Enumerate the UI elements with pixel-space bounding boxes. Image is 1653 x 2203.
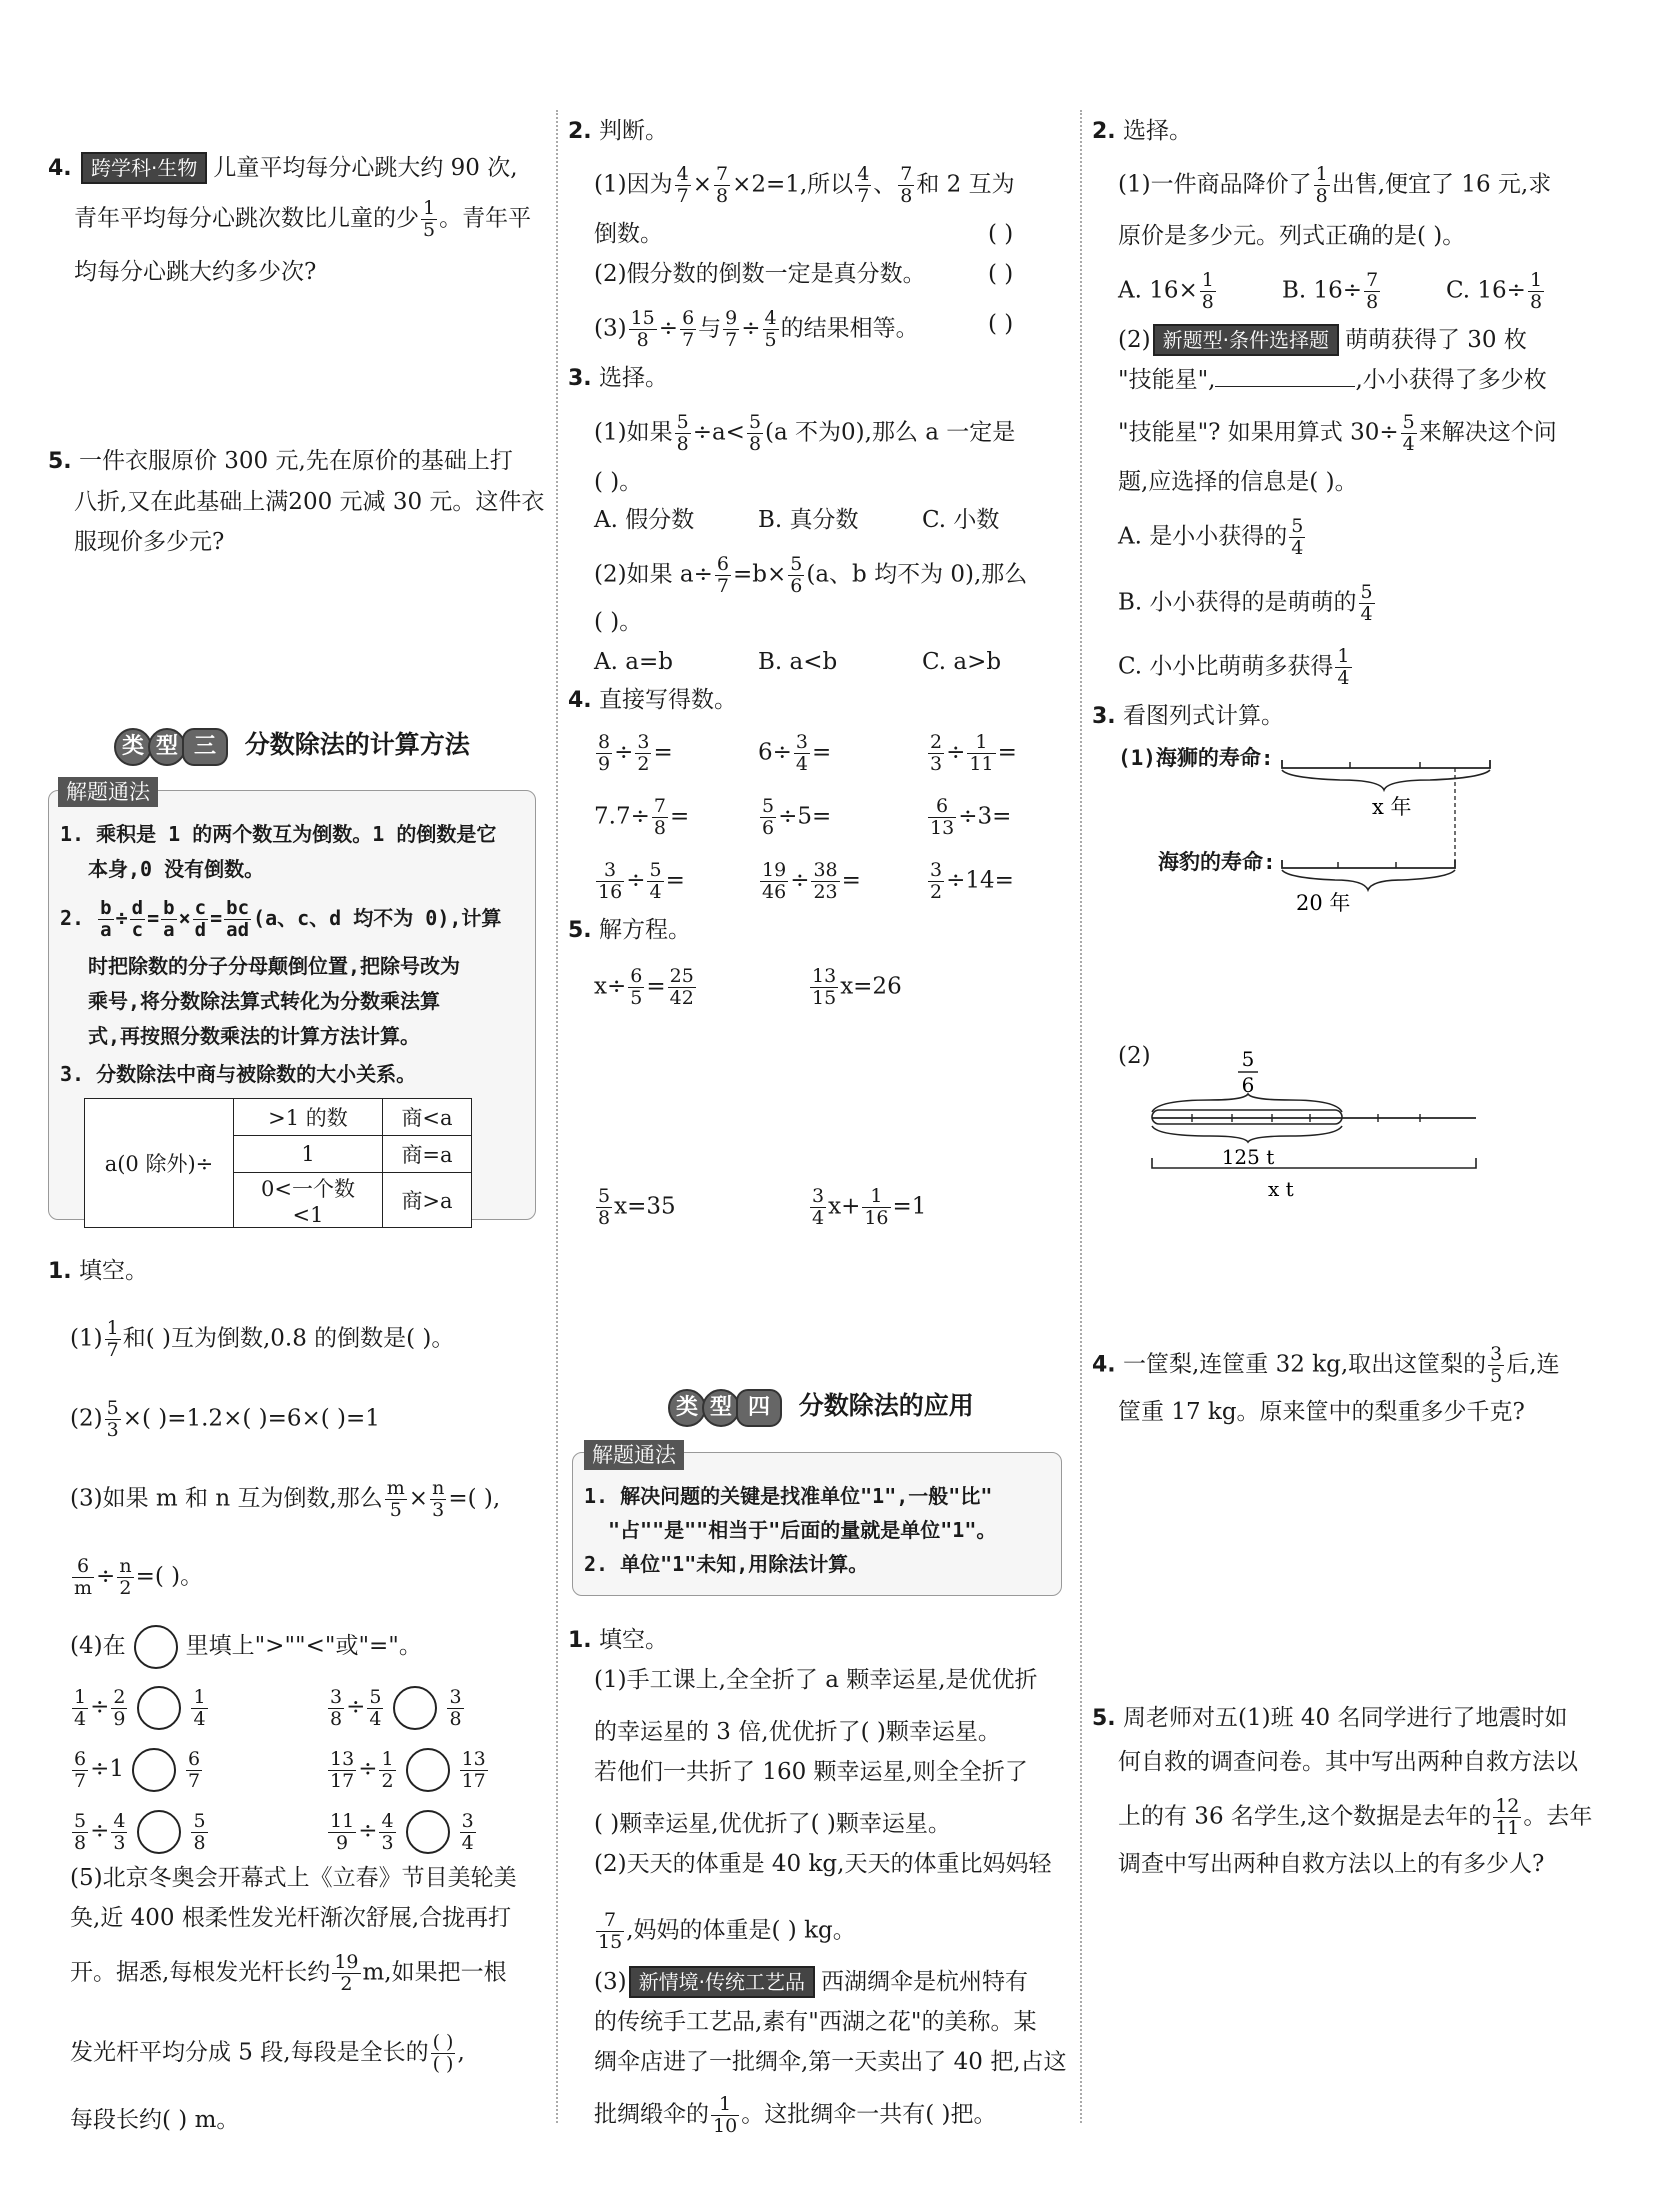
select-2-option-a[interactable]: A. 是小小获得的 $\frac{5}{4}$	[1118, 515, 1304, 559]
seal-20-label: 20 年	[1296, 891, 1351, 915]
fill-blank-1: (1) $\frac{1}{7}$ 和( )互为倒数,0.8 的倒数是( )。	[70, 1317, 455, 1361]
question-4-pears: 4. 一筐梨,连筐重 32 kg,取出这筐梨的 $\frac{3}{5}$ 后,连	[1092, 1343, 1560, 1387]
compare-item-6: $\frac{11}{9}$ ÷ $\frac{4}{3}$ $\frac{3}{4}$	[330, 1809, 474, 1854]
select-2-option-c[interactable]: C. 小小比萌萌多获得 $\frac{1}{4}$	[1118, 645, 1350, 689]
equation-2: $\frac{13}{15}$ x=26	[812, 965, 902, 1009]
calc-item: 6÷ $\frac{3}{4}$ =	[758, 731, 832, 775]
fill-blank-2: (2) $\frac{5}{3}$ ×( )=1.2×( )=6×( )=1	[70, 1397, 380, 1441]
choice-2-option-a[interactable]: A. a=b	[594, 649, 673, 675]
quotient-relation-table: a(0 除外)÷ >1 的数 商<a 1 商=a 0<一个数<1 商>a	[84, 1098, 472, 1228]
compare-item-3: $\frac{6}{7}$ ÷1 $\frac{6}{7}$	[74, 1747, 201, 1792]
judge-2: (2)假分数的倒数一定是真分数。	[594, 261, 926, 287]
calc-item: $\frac{3}{16}$ ÷ $\frac{5}{4}$ =	[598, 859, 685, 903]
answer-circle[interactable]	[406, 1748, 450, 1792]
compare-item-2: $\frac{3}{8}$ ÷ $\frac{5}{4}$ $\frac{3}{8}$	[330, 1685, 462, 1730]
answer-circle[interactable]	[406, 1810, 450, 1854]
question-5-survey: 5. 周老师对五(1)班 40 名同学进行了地震时如	[1092, 1705, 1568, 1731]
method-label: 解题通法	[58, 777, 158, 807]
method-label: 解题通法	[584, 1440, 684, 1470]
section-heading-type-3: 类 型 三 分数除法的计算方法	[114, 725, 470, 766]
judge-answer-2[interactable]: ( )	[988, 261, 1014, 287]
lifespan-diagram	[1280, 748, 1560, 918]
choice-1: (1)如果 $\frac{5}{8}$ ÷a< $\frac{5}{8}$ (a 不为0),那么 a 一定是	[594, 411, 1016, 455]
new-question-tag: 新题型·条件选择题	[1153, 324, 1339, 356]
fill-blank-title: 1. 填空。	[48, 1258, 148, 1284]
method-rule-3: 3. 分数除法中商与被除数的大小关系。	[60, 1062, 417, 1086]
weight-x-label: x t	[1268, 1177, 1294, 1201]
answer-circle[interactable]	[132, 1748, 176, 1792]
section-heading-type-4: 类 型 四 分数除法的应用	[668, 1386, 974, 1427]
app-fill-title: 1. 填空。	[568, 1627, 668, 1653]
compare-item-1: $\frac{1}{4}$ ÷ $\frac{2}{9}$ $\frac{1}{4}$	[74, 1685, 206, 1730]
choice-title: 3. 选择。	[568, 365, 668, 391]
svg-text:5: 5	[1241, 1047, 1255, 1071]
column-divider-2	[1080, 110, 1082, 2123]
weight-diagram	[1150, 1044, 1490, 1204]
question-5-line-2: 八折,又在此基础上满200 元减 30 元。这件衣	[74, 489, 545, 515]
calc-item: $\frac{5}{6}$ ÷5=	[762, 795, 832, 839]
question-4-line-2: 青年平均每分心跳次数比儿童的少 $\frac{1}{5}$ 。青年平	[74, 197, 532, 241]
question-4-line-3: 均每分心跳大约多少次?	[74, 259, 317, 285]
choice-1-option-c[interactable]: C. 小数	[922, 507, 1000, 533]
select-1-option-c[interactable]: C. 16÷ $\frac{1}{8}$	[1446, 269, 1543, 313]
answer-circle[interactable]	[134, 1625, 178, 1669]
judge-answer-3[interactable]: ( )	[988, 311, 1014, 337]
compare-item-4: $\frac{13}{17}$ ÷ $\frac{1}{2}$ $\frac{13}{17}$	[330, 1747, 486, 1792]
fill-blank-5-line-1: (5)北京冬奥会开幕式上《立春》节目美轮美	[70, 1865, 517, 1891]
select-1-option-b[interactable]: B. 16÷ $\frac{7}{8}$	[1282, 269, 1379, 313]
choice-2-option-c[interactable]: C. a>b	[922, 649, 1002, 675]
calc-item: $\frac{3}{2}$ ÷14=	[930, 859, 1014, 903]
judge-1: (1)因为 $\frac{4}{7}$ × $\frac{7}{8}$ ×2=1,所以 $\frac{4}{7}$ 、 $\frac{7}{8}$ 和 2 互为	[594, 163, 1015, 207]
calc-item: 7.7÷ $\frac{7}{8}$ =	[594, 795, 690, 839]
fill-blank-3-cont: $\frac{6}{m}$ ÷ $\frac{n}{2}$ =( )。	[74, 1555, 204, 1599]
fill-blank-3: (3)如果 m 和 n 互为倒数,那么 $\frac{m}{5}$ × $\frac{n}{3}$ =( ),	[70, 1477, 501, 1521]
fill-blank-4: (4)在 里填上">""<"或"="。	[70, 1624, 422, 1669]
select-2-option-b[interactable]: B. 小小获得的是萌萌的 $\frac{5}{4}$	[1118, 581, 1373, 625]
question-5-line-3: 服现价多少元?	[74, 529, 225, 555]
equation-title: 5. 解方程。	[568, 917, 691, 943]
mental-calc-title: 4. 直接写得数。	[568, 687, 737, 713]
equation-3: $\frac{5}{8}$ x=35	[598, 1185, 676, 1229]
question-5-line-1: 5. 一件衣服原价 300 元,先在原价的基础上打	[48, 448, 513, 474]
calc-item: $\frac{2}{3}$ ÷ $\frac{1}{11}$ =	[930, 731, 1017, 775]
judge-title: 2. 判断。	[568, 118, 668, 144]
judge-3: (3) $\frac{15}{8}$ ÷ $\frac{6}{7}$ 与 $\frac{9}{7}$ ÷ $\frac{4}{5}$ 的结果相等。	[594, 307, 919, 351]
answer-blank[interactable]	[1215, 386, 1355, 387]
question-4-line-1: 4. 跨学科·生物 儿童平均每分心跳大约 90 次,	[48, 152, 518, 185]
method-rule-1: 1. 乘积是 1 的两个数互为倒数。1 的倒数是它	[60, 822, 497, 846]
column-divider-1	[556, 110, 558, 2123]
subject-tag: 跨学科·生物	[81, 152, 207, 184]
scenario-tag: 新情境·传统工艺品	[629, 1966, 815, 1998]
calc-item: $\frac{8}{9}$ ÷ $\frac{3}{2}$ =	[598, 731, 673, 775]
calc-item: $\frac{6}{13}$ ÷3=	[930, 795, 1012, 839]
diagram-title: 3. 看图列式计算。	[1092, 703, 1284, 729]
select-title: 2. 选择。	[1092, 118, 1192, 144]
compare-item-5: $\frac{5}{8}$ ÷ $\frac{4}{3}$ $\frac{5}{8}$	[74, 1809, 206, 1854]
equation-4: $\frac{3}{4}$ x+ $\frac{1}{16}$ =1	[812, 1185, 927, 1229]
judge-answer-1[interactable]: ( )	[988, 221, 1014, 247]
choice-1-option-a[interactable]: A. 假分数	[594, 507, 695, 533]
choice-1-option-b[interactable]: B. 真分数	[758, 507, 859, 533]
choice-2-option-b[interactable]: B. a<b	[758, 649, 838, 675]
weight-125-label: 125 t	[1221, 1145, 1275, 1169]
sealion-x-label: x 年	[1372, 795, 1412, 819]
method-rule-2: 2. $\frac{b}{a}$ ÷ $\frac{d}{c}$ = $\frac{b}{a}$ × $\frac{c}{d}$ = $\frac{bc}{ad}$ (a、c、d 均不为 0),计算	[60, 897, 502, 941]
choice-2: (2)如果 a÷ $\frac{6}{7}$ =b× $\frac{5}{6}$ (a、b 均不为 0),那么	[594, 553, 1028, 597]
calc-item: $\frac{19}{46}$ ÷ $\frac{38}{23}$ =	[762, 859, 861, 903]
answer-circle[interactable]	[393, 1686, 437, 1730]
answer-circle[interactable]	[137, 1810, 181, 1854]
equation-1: x÷ $\frac{6}{5}$ = $\frac{25}{42}$	[594, 965, 694, 1009]
answer-circle[interactable]	[137, 1686, 181, 1730]
svg-text:6: 6	[1241, 1073, 1255, 1097]
select-1-option-a[interactable]: A. 16× $\frac{1}{8}$	[1118, 269, 1214, 313]
fraction: $\frac{1}{5}$	[423, 197, 436, 241]
